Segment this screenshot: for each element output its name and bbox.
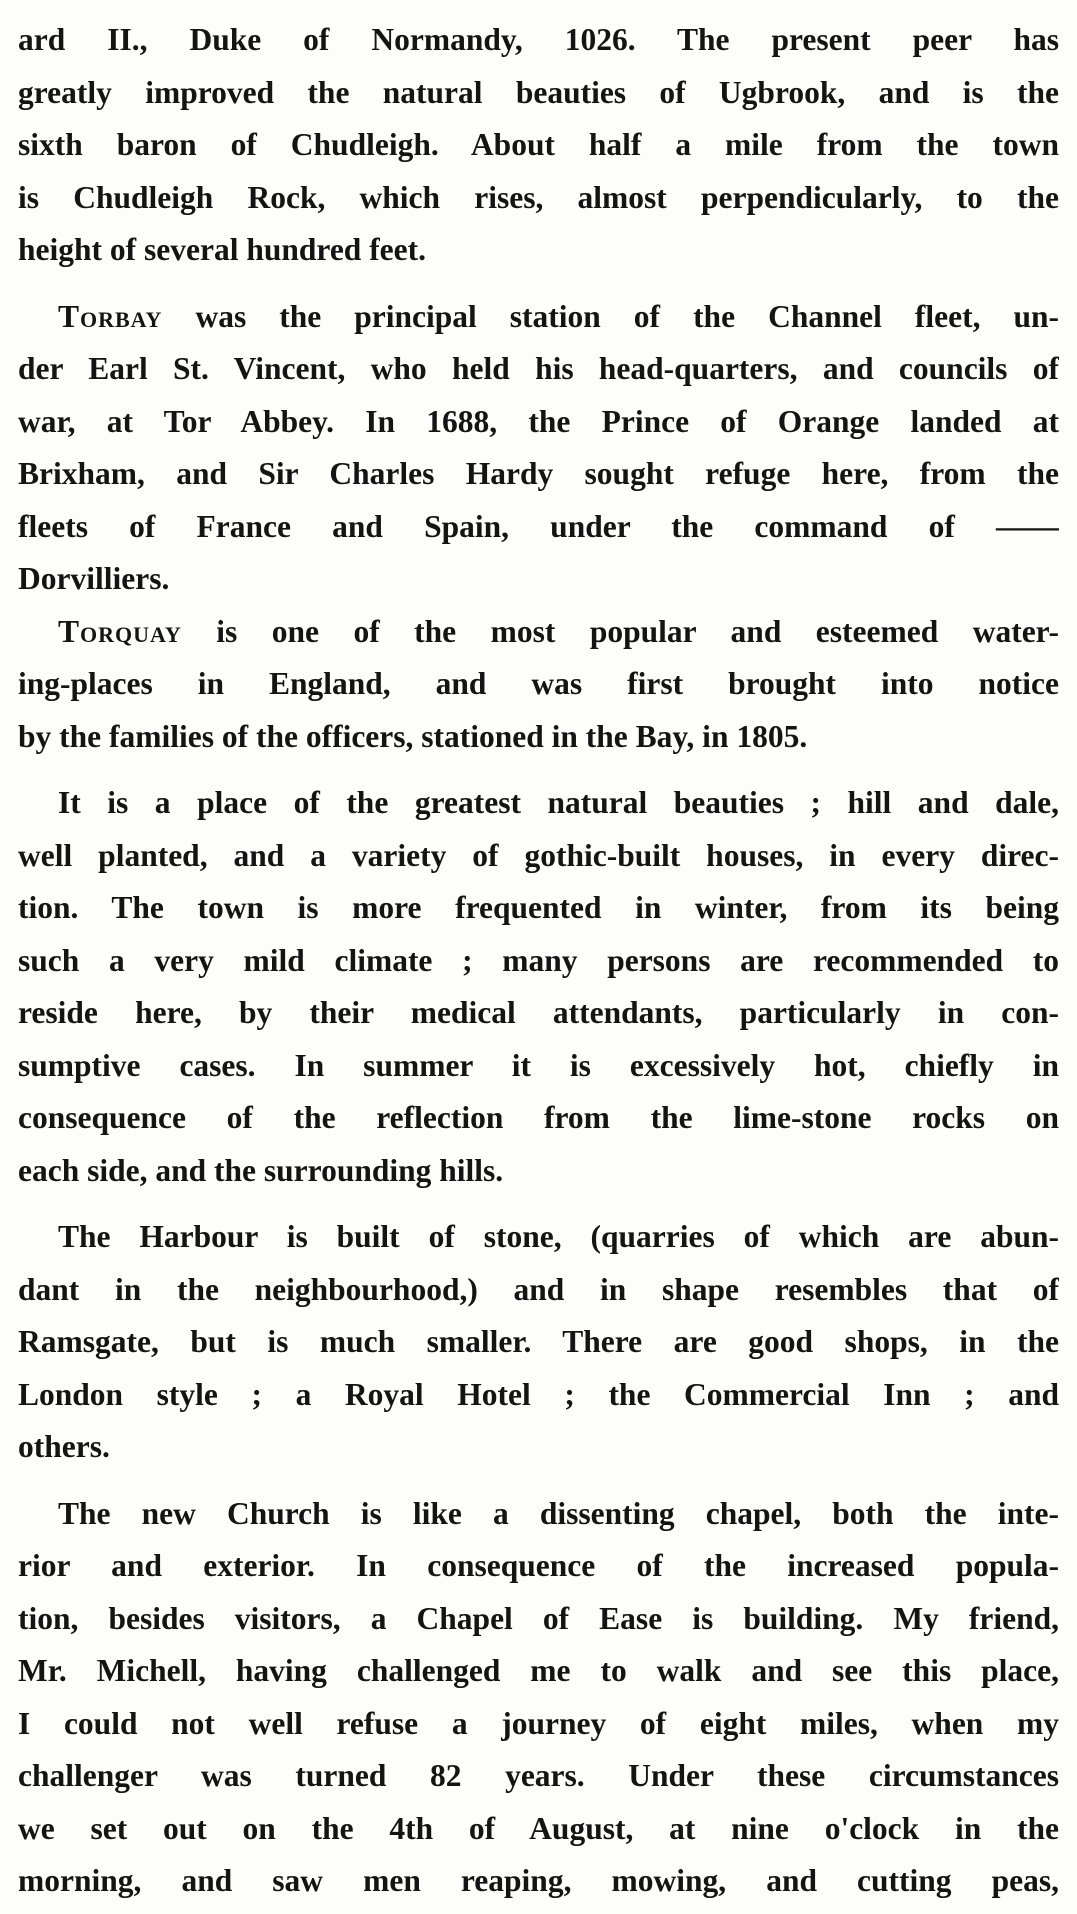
text-line: consequence of the reflection from the lime-stone rocks on [18,1100,1059,1135]
text-line: Dorvilliers. [18,561,170,596]
text-line: ing-places in England, and was first brought into notice [18,666,1059,701]
text-line: others. [18,1429,110,1464]
paragraph-gap [18,763,1059,777]
text-line: It is a place of the greatest natural beauties ; hill and dale, [58,785,1059,820]
text-line: each side, and the surrounding hills. [18,1152,504,1188]
paragraph-gap [18,1474,1059,1488]
paragraph-torquay [18,606,1059,764]
paragraph-gap [18,1197,1059,1211]
text-line-lead [18,606,1059,659]
text-line: challenger was turned 82 years. Under these circumstances [18,1758,1059,1793]
paragraph-gap [18,277,1059,291]
text-line: height of several hundred feet. [18,232,427,267]
text-line: der Earl St. Vincent, who held his head-quarters, and councils of [18,351,1059,386]
text-line: tion, besides visitors, a Chapel of Ease is building. My friend, [18,1600,1059,1636]
text-line-rest: is one of the most popular and esteemed water- [181,613,1059,649]
text-line: war, at Tor Abbey. In 1688, the Prince of Orange landed at [18,403,1059,439]
text-line: sumptive cases. In summer it is excessively hot, chiefly in [18,1047,1059,1083]
text-line: ard II., Duke of Normandy, 1026. The present peer has [18,22,1059,57]
paragraph-beauties [18,777,1059,1197]
text-line: rior and exterior. In consequence of the increased popula- [18,1548,1059,1583]
text-line: by the families of the officers, stationed in the Bay, in 1805. [18,718,808,754]
text-line: is Chudleigh Rock, which rises, almost perpendicularly, to the [18,179,1059,215]
text-line: The new Church is like a dissenting chapel, both the inte- [58,1495,1059,1531]
text-line: such a very mild climate ; many persons are recommended to [18,942,1059,978]
text-line: The Harbour is built of stone, (quarries of which are abun- [58,1219,1059,1254]
paragraph-chudleigh [18,14,1059,277]
text-line: Brixham, and Sir Charles Hardy sought refuge here, from the [18,456,1059,491]
text-line: Mr. Michell, having challenged me to walk and see this place, [18,1653,1059,1688]
paragraph-church [18,1488,1059,1908]
text-line: greatly improved the natural beauties of Ugbrook, and is the [18,74,1059,110]
paragraph-harbour [18,1211,1059,1474]
text-line: reside here, by their medical attendants, particularly in con- [18,995,1059,1030]
text-line: dant in the neighbourhood,) and in shape resembles that of [18,1271,1059,1307]
paragraph-torbay [18,291,1059,606]
text-line: Ramsgate, but is much smaller. There are good shops, in the [18,1324,1059,1359]
text-line: London style ; a Royal Hotel ; the Commercial Inn ; and [18,1376,1059,1412]
text-line: fleets of France and Spain, under the command of —— [18,508,1059,544]
text-line: tion. The town is more frequented in winter, from its being [18,890,1059,925]
text-line: well planted, and a variety of gothic-built houses, in every direc- [18,837,1059,873]
text-line: morning, and saw men reaping, mowing, and cutting peas, [18,1863,1059,1898]
text-line-lead [18,291,1059,344]
text-line: I could not well refuse a journey of eight miles, when my [18,1705,1059,1741]
text-line-rest: was the principal station of the Channel fleet, un- [162,298,1059,334]
place-name-torquay: Torquay [58,613,182,649]
text-line: sixth baron of Chudleigh. About half a mile from the town [18,127,1059,162]
place-name-torbay: Torbay [58,298,163,334]
text-line: we set out on the 4th of August, at nine o'clock in the [18,1810,1059,1846]
